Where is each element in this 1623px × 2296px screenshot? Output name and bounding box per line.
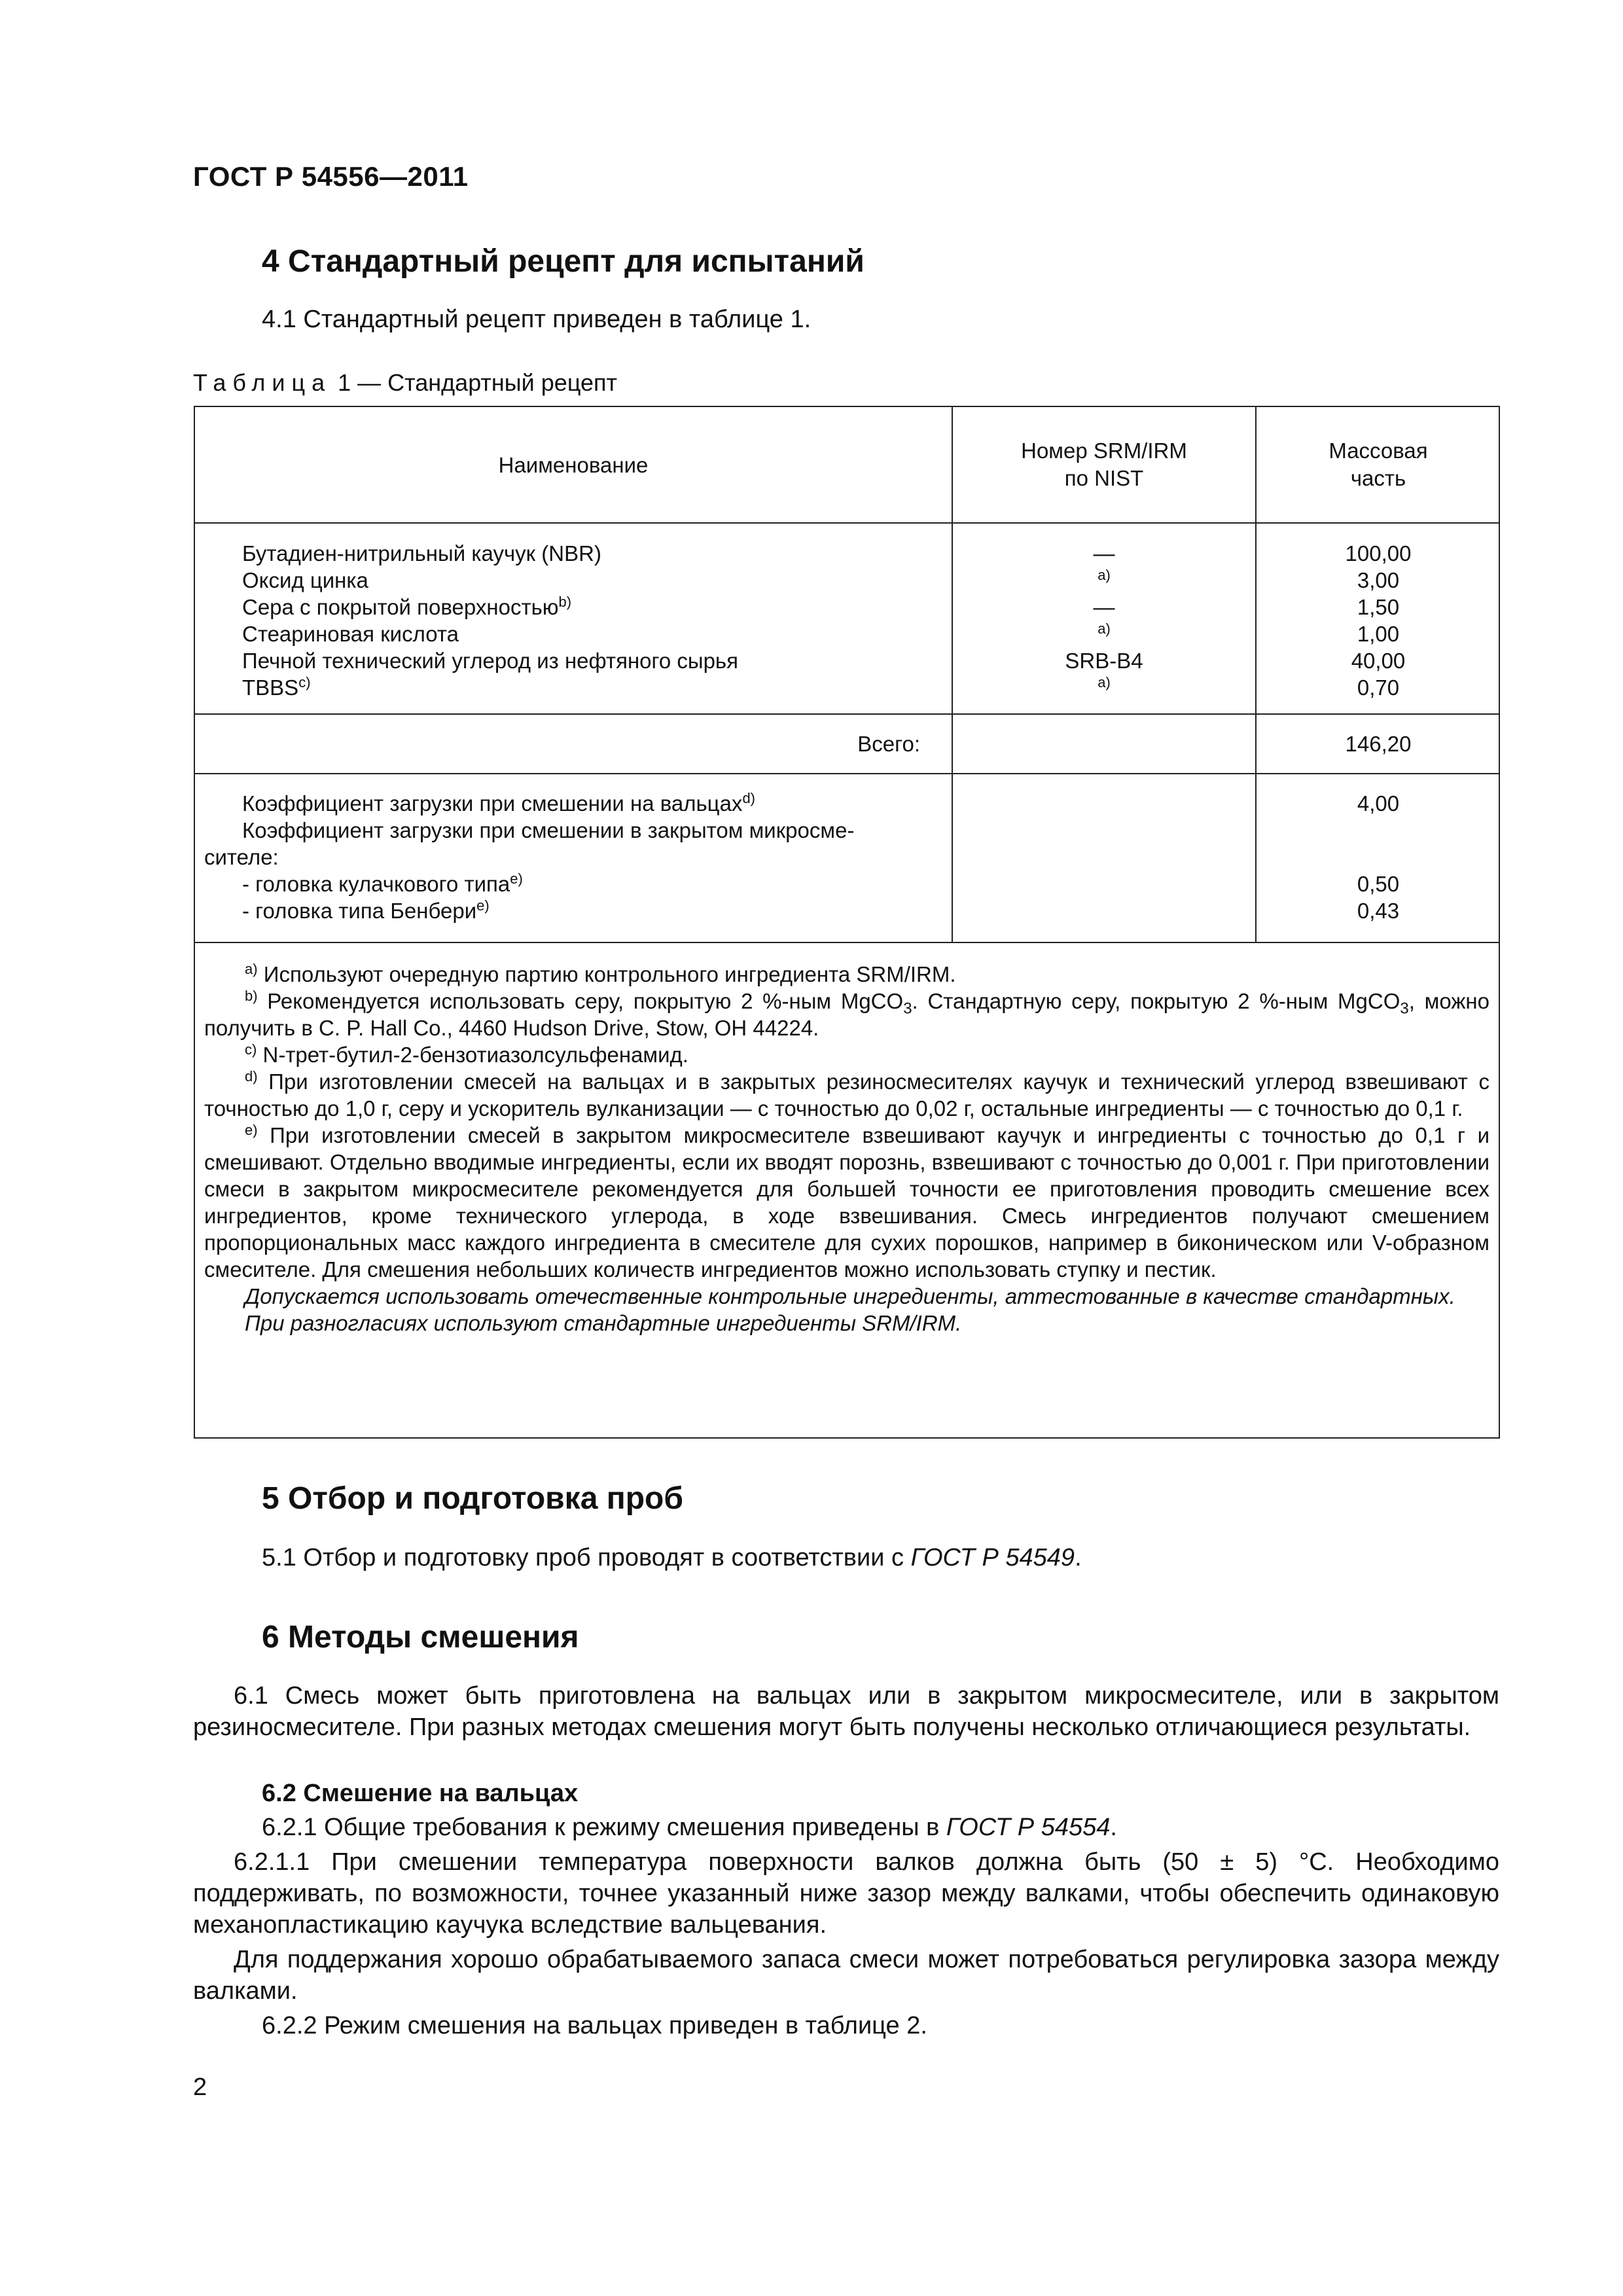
cam-head-label: - головка кулачкового типа$^{e)}$ bbox=[242, 870, 523, 896]
banbury-head-label: - головка типа Бенбери$^{e)}$ bbox=[242, 897, 490, 923]
ingredient-name-2: Сера с покрытой поверхностью$^{b)}$ bbox=[242, 594, 572, 619]
footnote-e: $^{e)}$ При изготовлении смесей в закрытом микросмесителе взвешивают каучук и ингредиенты с точностью до 0,1 г и смешивают. Отдельно вводимые ингредиенты, если их вводят порознь, взвешивают с точностью до 0,001 г. При приготовлении смеси в закрытом микросмесителе рекомендуется для большей точности ее приготовления проводить смешение всех ингредиентов, кроме технического углерода, в ходе взвешивания. Смесь ингредиентов получают смешением пропорциональных масс каждого ингредиента в смесителе для сухих порошков, например в биконическом или V-образном смесителе. Для смешения небольших количеств ингредиентов можно использовать ступку и пестик. bbox=[204, 1122, 1490, 1282]
ingredient-mass-1: 3,00 bbox=[1357, 568, 1400, 592]
footnote-mark-e-2: e) bbox=[476, 897, 490, 914]
footnote-mark-b: b) bbox=[558, 594, 572, 610]
ingredient-mass-4: 40,00 bbox=[1351, 649, 1406, 673]
header-srm-line-1: Номер SRM/IRM bbox=[1021, 439, 1187, 463]
load-mill-value: 4,00 bbox=[1357, 791, 1400, 816]
ingredient-srm-1: a) bbox=[1097, 567, 1111, 583]
footnote-c: $^{c)}$ N-трет-бутил-2-бензотиазолсульфенамид. bbox=[245, 1041, 688, 1067]
header-mass-line-2: часть bbox=[1350, 466, 1406, 490]
paragraph-6-2-2: 6.2.2 Режим смешения на вальцах приведен в таблице 2. bbox=[262, 2012, 927, 2039]
page-number: 2 bbox=[193, 2073, 207, 2101]
section-4-title: 4 Стандартный рецепт для испытаний bbox=[262, 244, 865, 279]
footnote-mark-d: d) bbox=[742, 790, 755, 806]
section-6-title: 6 Методы смешения bbox=[262, 1620, 579, 1655]
cam-head-value: 0,50 bbox=[1357, 872, 1400, 896]
footnote-a: $^{a)}$ Используют очередную партию контрольного ингредиента SRM/IRM. bbox=[245, 961, 956, 986]
ingredient-mass-0: 100,00 bbox=[1345, 541, 1412, 565]
footnote-b: $^{b)}$ Рекомендуется использовать серу, покрытую 2 %-ным MgCO$_3$. Стандартную серу, покрытую 2 %-ным MgCO$_3$, можно получить в C. P. Hall Co., 4460 Hudson Drive, Stow, OH 44224. bbox=[204, 988, 1489, 1040]
table-1-caption bbox=[193, 369, 617, 397]
ingredient-srm-3: a) bbox=[1097, 620, 1111, 637]
paragraph-6-2-1: 6.2.1 Общие требования к режиму смешения приведены в ГОСТ Р 54554. bbox=[262, 1814, 1117, 1841]
table-1 bbox=[194, 406, 1500, 1439]
subsection-6-2-title: 6.2 Смешение на вальцах bbox=[262, 1780, 579, 1807]
header-mass-line-1: Массовая bbox=[1329, 439, 1428, 463]
header-srm bbox=[953, 437, 1255, 492]
ingredient-srm-2: — bbox=[1093, 595, 1115, 619]
table-line-ingredients bbox=[195, 713, 1499, 715]
ingredient-name-1: Оксид цинка bbox=[242, 568, 368, 592]
ingredient-name-3: Стеариновая кислота bbox=[242, 622, 459, 646]
table-footnotes bbox=[204, 961, 1489, 1336]
ref-gost-54549: ГОСТ Р 54549 bbox=[910, 1544, 1075, 1571]
ingredient-mass-2: 1,50 bbox=[1357, 595, 1400, 619]
table-line-total bbox=[195, 773, 1499, 774]
paragraph-6-1: 6.1 Смесь может быть приготовлена на вальцах или в закрытом микросмесителе, или в закрытом резиносмесителе. При разных методах смешения могут быть получены несколько отличающиеся результаты. bbox=[193, 1682, 1499, 1741]
ingredient-srm-5: a) bbox=[1097, 674, 1111, 691]
total-label: Всего: bbox=[857, 732, 920, 756]
note-allowed-ingredients: Допускается использовать отечественные контрольные ингредиенты, аттестованные в качестве стандартных. bbox=[245, 1284, 1455, 1308]
document-header: ГОСТ Р 54556—2011 bbox=[193, 161, 469, 192]
banbury-head-value: 0,43 bbox=[1357, 899, 1400, 923]
header-srm-line-2: по NIST bbox=[1064, 466, 1144, 490]
paragraph-5-1: 5.1 Отбор и подготовку проб проводят в соответствии с ГОСТ Р 54549. bbox=[262, 1544, 1082, 1571]
footnote-d: $^{d)}$ При изготовлении смесей на вальцах и в закрытых резиносмесителях каучук и технический углерод взвешивают с точностью до 1,0 г, серу и ускоритель вулканизации — с точностью до 0,02 г, остальные ингредиенты — с точностью до 0,1 г. bbox=[204, 1068, 1489, 1121]
ingredient-srm-4: SRB-B4 bbox=[1065, 649, 1143, 673]
paragraph-6-2-1-1: 6.2.1.1 При смешении температура поверхности валков должна быть (50 ± 5) °С. Необходимо поддерживать, по возможности, точнее указанный ниже зазор между валками, чтобы обеспечить одинаковую механопластикацию каучука вследствие вальцевания. bbox=[193, 1848, 1499, 1939]
ingredient-mass-3: 1,00 bbox=[1357, 622, 1400, 646]
note-disputes: При разногласиях используют стандартные ингредиенты SRM/IRM. bbox=[245, 1311, 962, 1335]
ingredient-name-4: Печной технический углерод из нефтяного сырья bbox=[242, 649, 738, 673]
header-name: Наименование bbox=[498, 453, 649, 477]
caption-rest: 1 — Стандартный рецепт bbox=[331, 369, 618, 396]
caption-prefix: Таблица bbox=[193, 369, 332, 396]
footnote-mark-c: c) bbox=[298, 674, 311, 691]
footnote-mark-e: e) bbox=[510, 870, 523, 887]
section-5-title: 5 Отбор и подготовка проб bbox=[262, 1481, 684, 1516]
ingredient-name-5: TBBS$^{c)}$ bbox=[242, 674, 311, 700]
table-line-header bbox=[195, 522, 1499, 524]
total-value: 146,20 bbox=[1345, 732, 1412, 756]
header-mass bbox=[1257, 437, 1500, 492]
ingredient-name-0: Бутадиен-нитрильный каучук (NBR) bbox=[242, 541, 601, 565]
paragraph-4-1: 4.1 Стандартный рецепт приведен в таблице 1. bbox=[262, 306, 812, 333]
ref-gost-54554: ГОСТ Р 54554 bbox=[946, 1814, 1111, 1841]
load-closed-label-line-2: сителе: bbox=[204, 845, 279, 869]
ingredient-srm-0: — bbox=[1093, 541, 1115, 565]
load-closed-label-line-1: Коэффициент загрузки при смешении в закрытом микросме- bbox=[242, 818, 855, 842]
ingredient-mass-5: 0,70 bbox=[1357, 675, 1400, 700]
load-mill-label: Коэффициент загрузки при смешении на вальцах$^{d)}$ bbox=[242, 790, 755, 816]
paragraph-roll-gap: Для поддержания хорошо обрабатываемого запаса смеси может потребоваться регулировка зазора между валками. bbox=[193, 1946, 1499, 2005]
table-line-load bbox=[195, 942, 1499, 943]
